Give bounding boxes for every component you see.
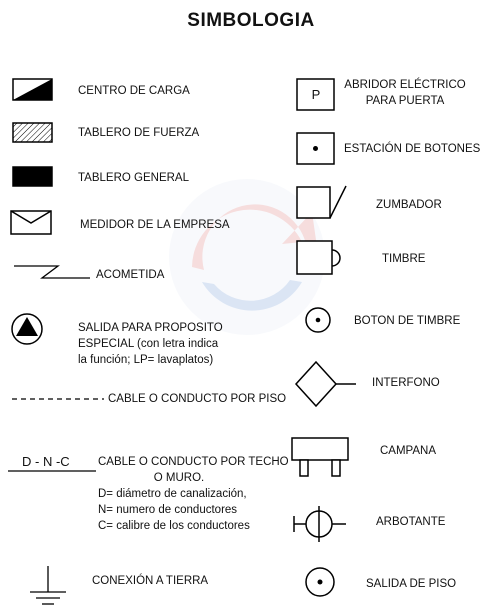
cable-techo-line [8,469,98,473]
note-numero: N= numero de conductores [98,504,238,516]
label-salida-especial-1: SALIDA PARA PROPOSITO [78,322,223,334]
label-medidor: MEDIDOR DE LA EMPRESA [80,219,230,231]
label-salida-especial-3: la función; LP= lavaplatos) [78,354,214,366]
abridor-letter: P [311,87,321,102]
tablero-de-fuerza-icon [12,122,54,144]
label-conexion-tierra: CONEXIÓN A TIERRA [92,575,209,587]
dnc-symbol-text: D - N -C [22,454,70,469]
note-calibre: C= calibre de los conductores [98,520,250,532]
label-tablero-de-fuerza: TABLERO DE FUERZA [78,127,200,139]
page-title: SIMBOLOGIA [187,10,315,31]
acometida-icon [12,262,92,282]
label-tablero-general: TABLERO GENERAL [78,172,189,184]
label-campana: CAMPANA [380,445,437,457]
salida-de-piso-icon [304,566,336,598]
medidor-icon [10,210,54,236]
label-abridor-1: ABRIDOR ELÉCTRICO [344,79,466,91]
boton-timbre-icon [304,306,332,334]
label-arbotante: ARBOTANTE [376,516,446,528]
arbotante-icon [292,504,348,544]
label-cable-techo-1: CABLE O CONDUCTO POR TECHO [98,456,289,468]
label-zumbador: ZUMBADOR [376,199,442,211]
note-diametro: D= diámetro de canalización, [98,488,247,500]
estacion-botones-icon [296,132,336,166]
salida-especial-icon [10,312,44,346]
interfono-icon [294,360,358,408]
conexion-tierra-icon [26,564,70,610]
timbre-icon [296,240,352,276]
label-abridor-2: PARA PUERTA [365,95,445,107]
zumbador-icon [296,184,350,222]
label-interfono: INTERFONO [372,377,440,389]
cable-piso-dashed-line [12,394,106,404]
label-salida-especial-2: ESPECIAL (con letra indica [78,338,219,350]
label-cable-piso: CABLE O CONDUCTO POR PISO [108,393,287,405]
label-boton-timbre: BOTON DE TIMBRE [354,315,461,327]
label-estacion-botones: ESTACIÓN DE BOTONES [344,143,481,155]
centro-de-carga-icon [12,78,54,102]
label-timbre: TIMBRE [382,253,426,265]
label-cable-techo-2: O MURO. [153,472,205,484]
label-centro-de-carga: CENTRO DE CARGA [78,85,190,97]
label-salida-de-piso: SALIDA DE PISO [366,578,457,590]
tablero-general-icon [12,166,54,188]
campana-icon [290,436,352,478]
label-acometida: ACOMETIDA [96,269,165,281]
